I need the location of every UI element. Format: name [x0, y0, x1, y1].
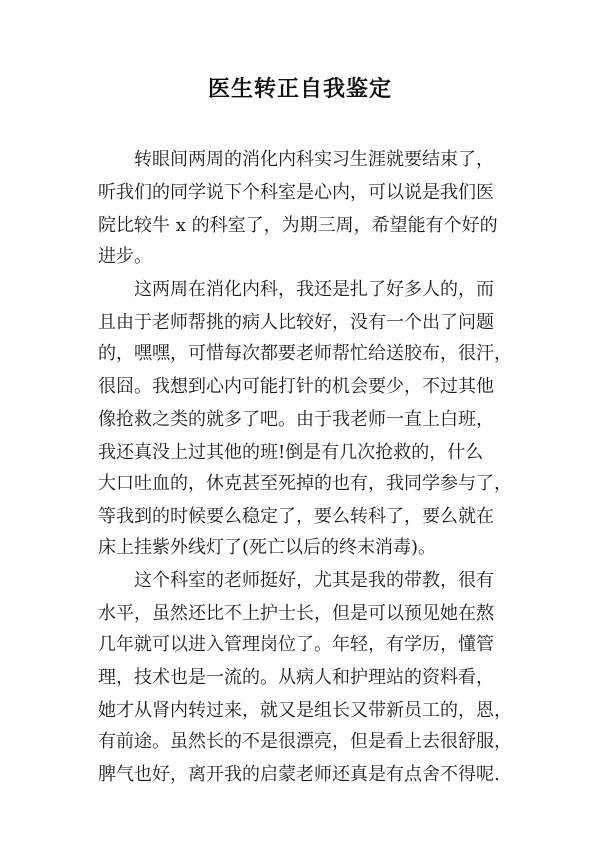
paragraph-2-line-3: 的，嘿嘿，可惜每次都要老师帮忙给送胶布，很汗，	[98, 343, 512, 364]
document-title: 医生转正自我鉴定	[207, 77, 392, 102]
paragraph-3-line-1: 这个科室的老师挺好，尤其是我的带教，很有	[134, 570, 494, 591]
paragraph-2-line-2: 且由于老师帮挑的病人比较好，没有一个出了问题	[98, 312, 494, 333]
paragraph-2-line-7: 大口吐血的，休克甚至死掉的也有，我同学参与了，	[98, 473, 512, 494]
paragraph-2-line-5: 像抢救之类的就多了吧。由于我老师一直上白班，	[98, 409, 494, 430]
paragraph-2-line-9: 床上挂紫外线灯了(死亡以后的终末消毒)。	[98, 537, 437, 558]
paragraph-1-line-2: 听我们的同学说下个科室是心内，可以说是我们医	[98, 182, 494, 203]
paragraph-2-line-6: 我还真没上过其他的班!倒是有几次抢救的，什么	[98, 442, 484, 463]
paragraph-3-line-5: 她才从肾内转过来，就又是组长又带新员工的，恩，	[98, 700, 512, 721]
paragraph-2-line-8: 等我到的时候要么稳定了，要么转科了，要么就在	[98, 506, 494, 527]
paragraph-2-line-1: 这两周在消化内科，我还是扎了好多人的，而	[134, 279, 494, 300]
paragraph-1-line-3: 院比较牛 x 的科室了，为期三周，希望能有个好的	[98, 215, 498, 236]
paragraph-1-line-1: 转眼间两周的消化内科实习生涯就要结束了，	[134, 149, 494, 170]
paragraph-3-line-2: 水平，虽然还比不上护士长，但是可以预见她在熬	[98, 603, 494, 624]
paragraph-1-line-4: 进步。	[98, 246, 152, 267]
paragraph-3-line-6: 有前途。虽然长的不是很漂亮，但是看上去很舒服，	[98, 731, 512, 752]
paragraph-3-line-4: 理，技术也是一流的。从病人和护理站的资料看，	[98, 667, 494, 688]
paragraph-3-line-3: 几年就可以进入管理岗位了。年轻，有学历，懂管	[98, 634, 494, 655]
paragraph-2-line-4: 很囧。我想到心内可能打针的机会要少，不过其他	[98, 376, 494, 397]
paragraph-3-line-7: 脾气也好，离开我的启蒙老师还真是有点舍不得呢.	[98, 764, 500, 785]
